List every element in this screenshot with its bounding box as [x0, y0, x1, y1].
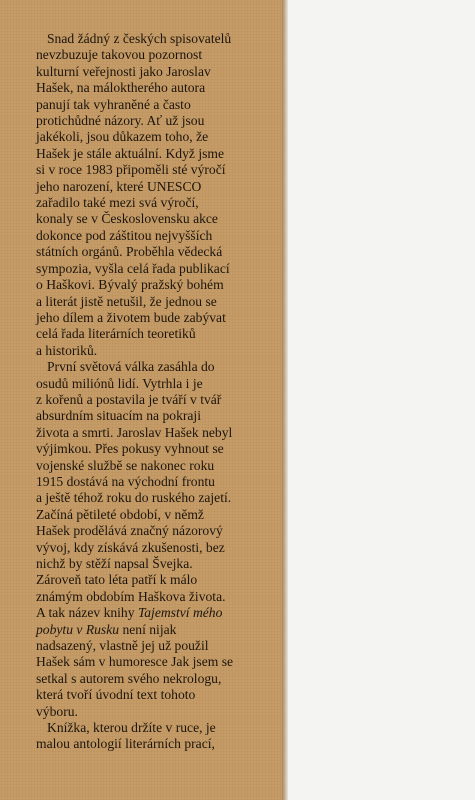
text-line: si v roce 1983 připoměli sté výročí: [36, 162, 226, 178]
text-line: o Haškovi. Bývalý pražský bohém: [36, 277, 224, 293]
text-line: kulturní veřejnosti jako Jaroslav: [36, 63, 211, 79]
text-line: [36, 622, 282, 638]
text-line: a literát jistě netušil, že jednou se: [36, 293, 217, 309]
blurb-text: [36, 31, 282, 753]
text-line: a historiků.: [36, 342, 98, 358]
text-line: výjimkou. Přes pokusy vyhnout se: [36, 441, 224, 457]
text-line: konaly se v Československu akce: [36, 211, 218, 227]
text-line: výboru.: [36, 703, 78, 719]
text-line: a ještě téhož roku do ruského zajetí.: [36, 490, 232, 506]
text-line: Hašek prodělává značný názorový: [36, 523, 223, 539]
text-line: která tvoří úvodní text tohoto: [36, 687, 196, 703]
text-line: Hašek sám v humoresce Jak jsem se: [36, 654, 234, 670]
text-line: panují tak vyhraněné a často: [36, 96, 191, 112]
text-line: Knížka, kterou držíte v ruce, je: [47, 720, 216, 736]
text-line: Hašek je stále aktuální. Když jsme: [36, 145, 224, 161]
blank-page: [288, 0, 475, 800]
text-line: známým obdobím Haškova života.: [36, 588, 226, 604]
text-line: Snad žádný z českých spisovatelů: [47, 31, 232, 46]
text-line: sympozia, vyšla celá řada publikací: [36, 260, 230, 276]
text-line: jeho narození, které UNESCO: [36, 178, 202, 194]
text-line: jakékoli, jsou důkazem toho, že: [36, 129, 209, 145]
text-line: nadsazený, vlastně jej už použil: [36, 638, 209, 654]
text-line: vývoj, kdy získává zkušenosti, bez: [36, 539, 225, 555]
text-line: osudů miliónů lidí. Vytrhla i je: [36, 375, 203, 391]
text-line: nevzbuzuje takovou pozornost: [36, 47, 203, 63]
text-line: První světová válka zasáhla do: [47, 359, 215, 375]
text-line: Hašek, na máloktherého autora: [36, 80, 206, 96]
text-line: vojenské službě se nakonec roku: [36, 457, 215, 473]
text-line: 1915 dostává na východní frontu: [36, 473, 215, 489]
book-title-part: pobytu v Rusku: [36, 621, 120, 637]
text-line: Začíná pětileté období, v němž: [36, 506, 204, 522]
book-title-part: Tajemství mého: [137, 605, 223, 621]
text-line: života a smrti. Jaroslav Hašek nebyl: [36, 424, 233, 440]
text-line: Zároveň tato léta patří k málo: [36, 572, 198, 588]
text-line: protichůdné názory. Ať už jsou: [36, 113, 205, 129]
text-line: nichž by stěží napsal Švejka.: [36, 556, 193, 571]
text-line: státních orgánů. Proběhla vědecká: [36, 244, 223, 260]
text-line: celá řada literárních teoretiků: [36, 326, 196, 342]
text-line: absurdním situacím na pokraji: [36, 408, 201, 424]
text-line: zařadilo také mezi svá výročí,: [36, 195, 199, 211]
text-fragment: A tak název knihy: [36, 605, 138, 621]
text-line: z kořenů a postavila je tváří v tvář: [36, 391, 222, 407]
text-line: setkal s autorem svého nekrologu,: [36, 670, 222, 686]
text-line: dokonce pod záštitou nejvyšších: [36, 227, 213, 243]
text-line: malou antologií literárních prací,: [36, 736, 215, 752]
text-line: jeho dílem a životem bude zabývat: [36, 309, 226, 325]
text-line: [36, 605, 282, 621]
text-fragment: není nijak: [119, 621, 177, 637]
